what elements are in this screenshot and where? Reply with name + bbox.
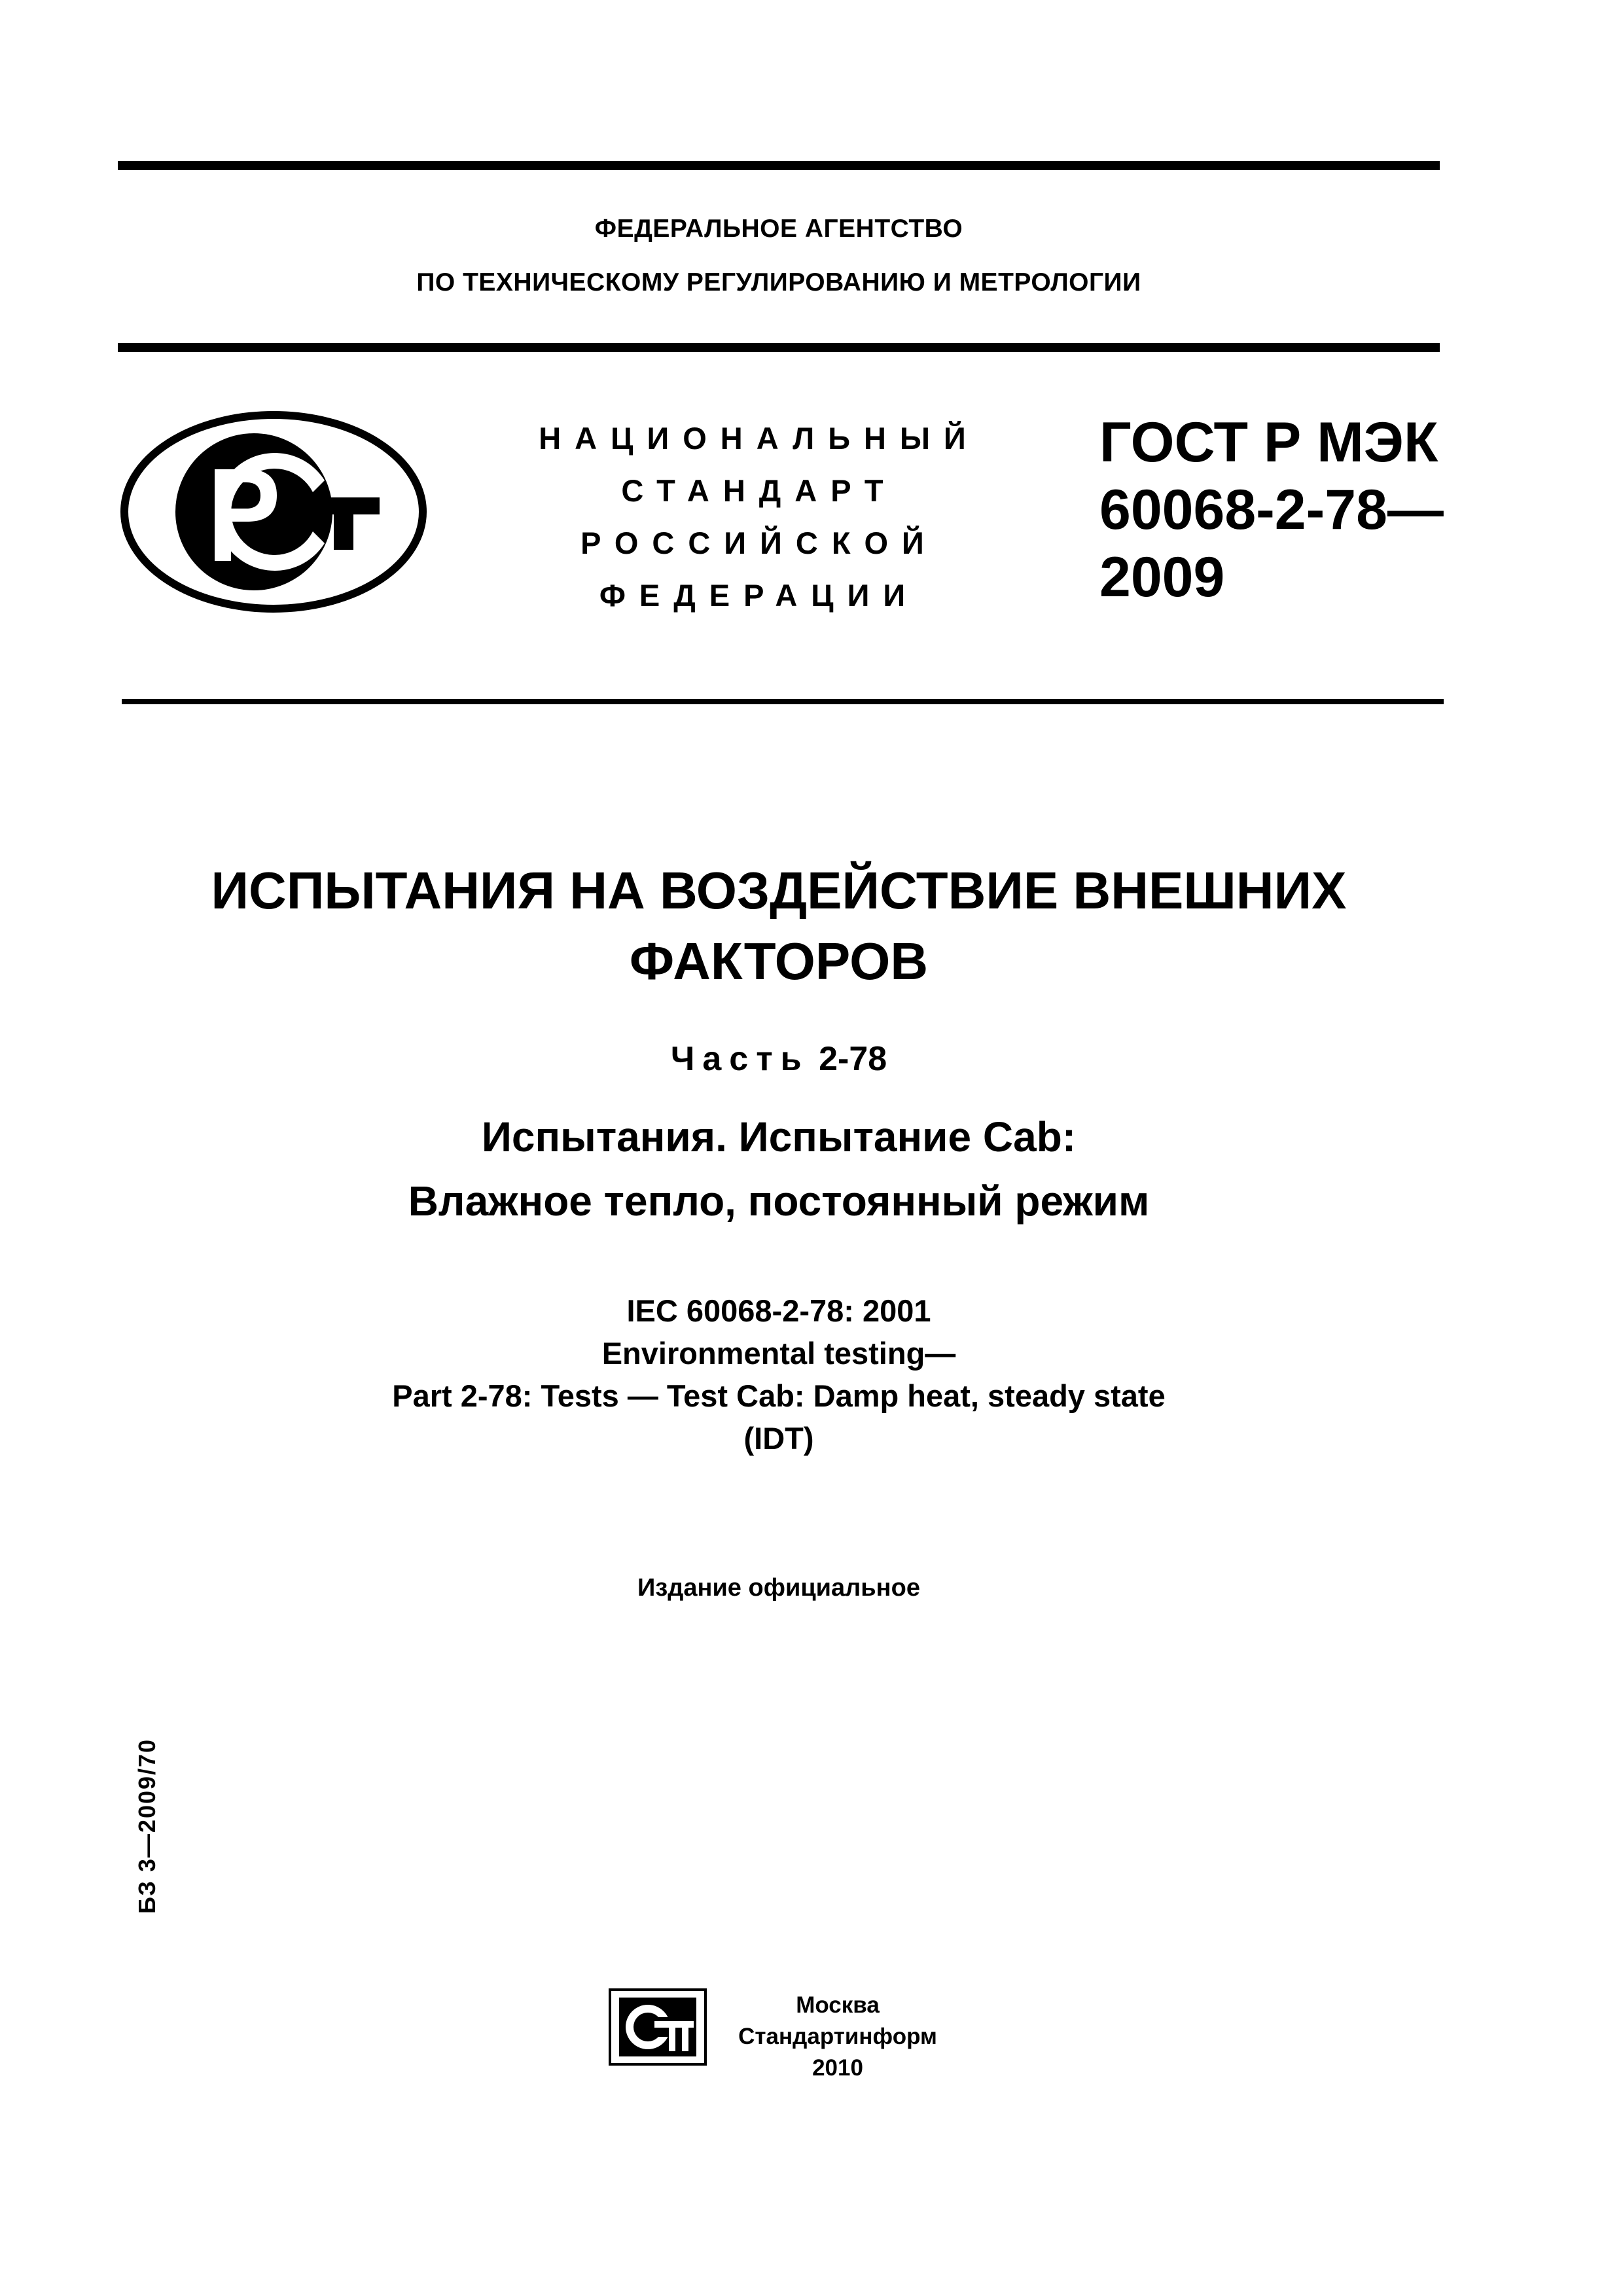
national-standard-line-3: РОССИЙСКОЙ — [580, 526, 938, 560]
iec-line-2: Environmental testing— — [601, 1336, 956, 1371]
top-rule — [118, 161, 1440, 170]
subtitle-line-2: Влажное тепло, постоянный режим — [408, 1177, 1150, 1225]
side-code — [128, 1728, 167, 1924]
publisher-year: 2010 — [812, 2055, 863, 2081]
edition-label: Издание официальное — [637, 1574, 920, 1602]
publisher-name: Стандартинформ — [738, 2024, 937, 2049]
subtitle-line-1: Испытания. Испытание Cab: — [481, 1113, 1077, 1160]
side-code-text: БЗ 3—2009/70 — [134, 1738, 160, 1914]
part-label — [118, 1039, 1440, 1079]
agency-bottom-rule — [118, 343, 1440, 352]
iec-line-1: IEC 60068-2-78: 2001 — [626, 1293, 931, 1328]
national-standard-line-1: НАЦИОНАЛЬНЫЙ — [539, 421, 980, 456]
publisher-block — [726, 1990, 949, 2084]
standard-designation-line-1: ГОСТ Р МЭК — [1099, 411, 1438, 474]
national-standard-line-2: СТАНДАРТ — [621, 473, 897, 508]
standard-designation-line-3: 2009 — [1099, 546, 1225, 609]
agency-line-2: ПО ТЕХНИЧЕСКОМУ РЕГУЛИРОВАНИЮ И МЕТРОЛОГИИ — [416, 268, 1141, 296]
iec-line-4: (IDT) — [743, 1421, 814, 1456]
document-title-line-1: ИСПЫТАНИЯ НА ВОЗДЕЙСТВИЕ ВНЕШНИХ — [211, 861, 1347, 920]
standard-designation-line-2: 60068-2-78— — [1099, 478, 1444, 541]
rst-logo-icon — [116, 407, 431, 617]
document-title-line-2: ФАКТОРОВ — [629, 932, 929, 990]
national-standard-line-4: ФЕДЕРАЦИИ — [599, 578, 919, 613]
standartinform-logo-icon — [609, 1988, 707, 2066]
iec-line-3: Part 2-78: Tests — Test Cab: Damp heat, steady state — [392, 1378, 1166, 1413]
part-number: 2-78 — [819, 1040, 887, 1078]
publisher-city: Москва — [796, 1992, 880, 2018]
header-bottom-rule — [122, 699, 1444, 704]
agency-line-1: ФЕДЕРАЛЬНОЕ АГЕНТСТВО — [594, 215, 963, 243]
part-word: Часть — [670, 1040, 810, 1078]
